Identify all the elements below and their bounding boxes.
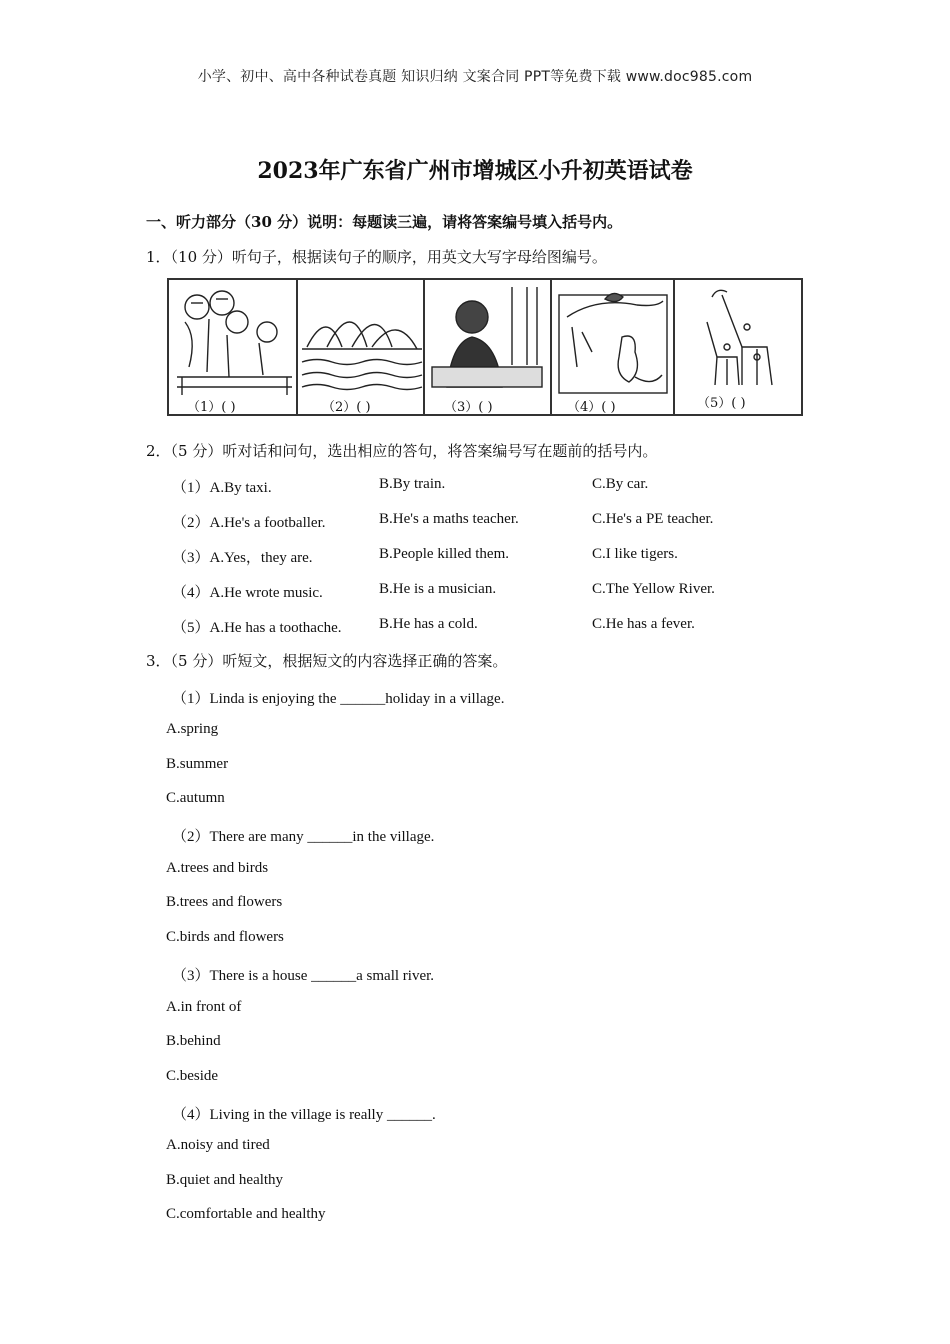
q3-item-3-option-b: B.behind: [166, 1033, 221, 1049]
q2-option-2c: C.He's a PE teacher.: [592, 511, 714, 527]
picture-label-4: （4）( ): [567, 400, 616, 415]
q3-item-4-option-a: A.noisy and tired: [166, 1137, 270, 1153]
q3-item-3-option-c: C.beside: [166, 1068, 219, 1084]
q3-item-1-option-b: B.summer: [166, 756, 229, 772]
q3-item-4-question: （4）Living in the village is really ______.: [172, 1107, 436, 1123]
q3-item-2-option-c: C.birds and flowers: [166, 929, 284, 945]
q3-item-2-question: （2）There are many ______in the village.: [172, 829, 435, 845]
q2-option-4a: （4）A.He wrote music.: [172, 585, 323, 601]
page-header: 小学、初中、高中各种试卷真题 知识归纳 文案合同 PPT等免费下载 www.doc985.com: [197, 69, 753, 85]
q3-item-2-option-b: B.trees and flowers: [166, 894, 283, 910]
q2-option-2b: B.He's a maths teacher.: [379, 511, 519, 527]
q2-option-1b: B.By train.: [379, 476, 446, 492]
picture-label-3: （3）( ): [444, 400, 493, 415]
q2-option-5c: C.He has a fever.: [592, 616, 695, 632]
q2-option-3c: C.I like tigers.: [592, 546, 678, 562]
picture-label-5: （5）( ): [697, 396, 746, 411]
question-2-stem: 2．（5 分）听对话和问句，选出相应的答句，将答案编号写在题前的括号内。: [146, 442, 658, 460]
q3-item-3-option-a: A.in front of: [166, 999, 242, 1015]
q3-item-1-option-c: C.autumn: [166, 790, 225, 806]
q2-option-3a: （3）A.Yes，they are.: [172, 550, 313, 566]
section-listening-heading: 一、听力部分（30 分）说明：每题读三遍，请将答案编号填入括号内。: [146, 213, 623, 231]
q3-item-4-option-c: C.comfortable and healthy: [166, 1206, 326, 1222]
picture-label-2: （2）( ): [322, 400, 371, 415]
q2-option-1a: （1）A.By taxi.: [172, 480, 272, 496]
question-1-stem: 1．（10 分）听句子，根据读句子的顺序，用英文大写字母给图编号。: [146, 248, 607, 266]
question-3-stem: 3．（5 分）听短文，根据短文的内容选择正确的答案。: [146, 652, 508, 670]
q3-item-1-option-a: A.spring: [166, 721, 219, 737]
q2-option-4b: B.He is a musician.: [379, 581, 497, 597]
q3-item-3-question: （3）There is a house ______a small river.: [172, 968, 435, 984]
q2-option-1c: C.By car.: [592, 476, 649, 492]
q3-item-2-option-a: A.trees and birds: [166, 860, 269, 876]
q3-item-1-question: （1）Linda is enjoying the ______holiday in a village.: [172, 691, 505, 707]
picture-strip: [167, 277, 803, 417]
picture-label-1: （1）( ): [187, 400, 236, 415]
q2-option-2a: （2）A.He's a footballer.: [172, 515, 326, 531]
q2-option-3b: B.People killed them.: [379, 546, 509, 562]
q2-option-5b: B.He has a cold.: [379, 616, 478, 632]
q3-item-4-option-b: B.quiet and healthy: [166, 1172, 284, 1188]
q2-option-4c: C.The Yellow River.: [592, 581, 715, 597]
q2-option-5a: （5）A.He has a toothache.: [172, 620, 342, 636]
exam-title: 2023年广东省广州市增城区小升初英语试卷: [257, 158, 693, 184]
